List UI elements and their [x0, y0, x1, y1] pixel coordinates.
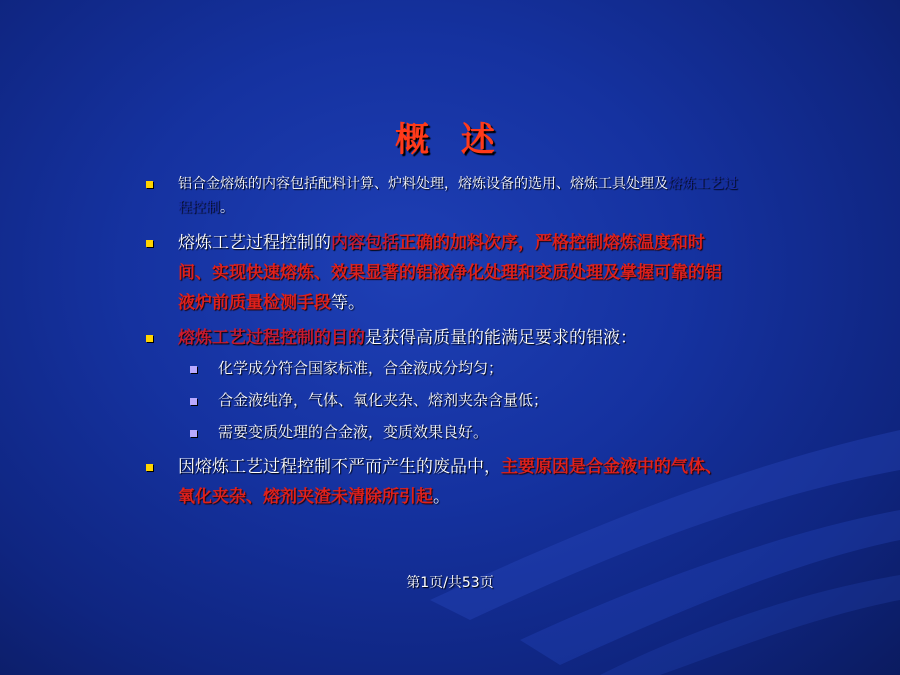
bullet-text-3 — [178, 323, 738, 353]
bullet-3-part-b: 是获得高质量的能满足要求的铝液： — [365, 328, 637, 348]
sub-item-3: 需要变质处理的合金液，变质效果良好。 — [218, 423, 489, 441]
bullet-1-part-b: 熔炼工艺过程控制 — [178, 176, 738, 216]
sub-bullet-marker-3 — [190, 430, 197, 437]
bullet-1-part-c: 。 — [220, 200, 234, 216]
page-number: 第1页/共53页 — [406, 575, 494, 591]
bullet-2-part-c: 正确的加料次序，严格控制熔炼温度和时间、实现快速熔炼、效果显著的铝液净化处理和变质处理及掌握可靠的铝液炉前质量检测手段 — [178, 233, 722, 313]
sub-item-1: 化学成分符合国家标准，合金液成分均匀； — [218, 359, 504, 377]
bullet-4-part-a: 因熔炼工艺过程控制不严而产生的废品中， — [178, 457, 501, 477]
bullet-4-part-b: 主要原因是合金液中的气体、氧化夹杂、熔剂夹渣未清除所引起 — [178, 457, 722, 507]
bullet-text-4 — [178, 452, 738, 512]
sub-bullet-marker-1 — [190, 366, 197, 373]
bullet-4-part-c: 。 — [433, 487, 450, 507]
bullet-text-2 — [178, 228, 738, 318]
bullet-1-part-a: 铝合金熔炼的内容包括配料计算、炉料处理，熔炼设备的选用、熔炼工具处理及 — [178, 176, 668, 192]
sub-bullet-marker-2 — [190, 398, 197, 405]
bullet-marker-3 — [146, 335, 153, 342]
bullet-2-part-b: 内容包括 — [331, 233, 399, 253]
bullet-marker-1 — [146, 181, 153, 188]
sub-item-2: 合金液纯净，气体、氧化夹杂、熔剂夹杂含量低； — [218, 391, 549, 409]
bullet-2-part-d: 等。 — [331, 293, 365, 313]
bullet-2-part-a: 熔炼工艺过程控制的 — [178, 233, 331, 253]
bullet-marker-2 — [146, 240, 153, 247]
bullet-marker-4 — [146, 464, 153, 471]
slide-title: 概 述 — [395, 120, 505, 160]
bullet-text-1 — [178, 172, 738, 220]
bullet-3-part-a: 熔炼工艺过程控制的目的 — [178, 328, 365, 348]
